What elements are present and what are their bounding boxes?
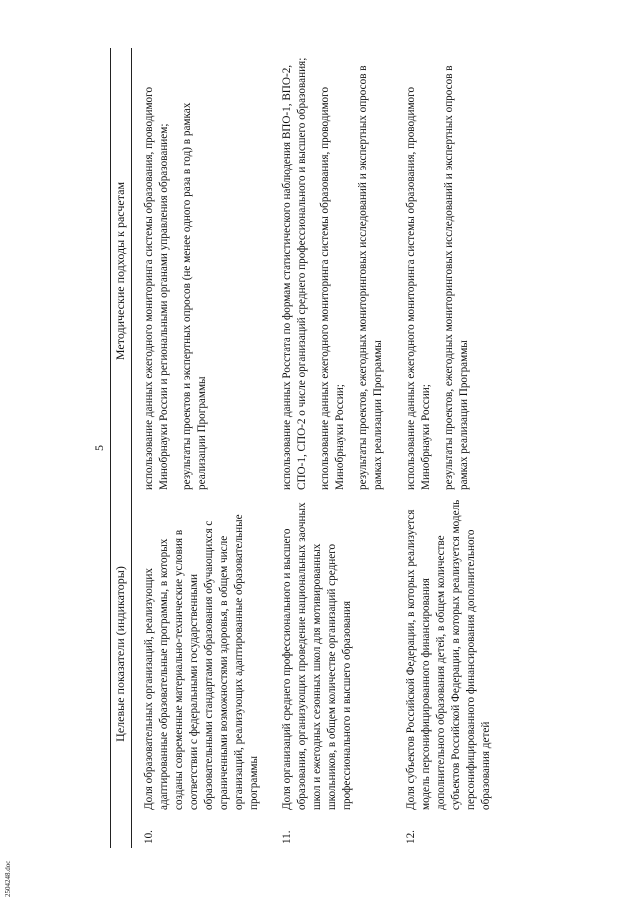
- method-item: результаты проектов и экспертных опросов (не менее одного раза в год) в рамках реализации Программы: [181, 102, 208, 490]
- method-item: результаты проектов, ежегодных мониторинговых исследований и экспертных опросов в рамках реализации Программы: [443, 65, 470, 490]
- header-indicator: Целевые показатели (индикаторы): [111, 494, 132, 814]
- file-label: 2504248.doc: [4, 860, 12, 897]
- table-row: [132, 48, 271, 848]
- method-item: использование данных ежегодного мониторинга системы образования, проводимого Минобрнауки России;: [319, 86, 346, 490]
- method-item: результаты проектов, ежегодных мониторинговых исследований и экспертных опросов в рамках реализации Программы: [357, 65, 384, 490]
- header-method: Методические подходы к расчетам: [111, 48, 132, 494]
- method-cell: [132, 48, 271, 494]
- indicators-table: [110, 48, 502, 848]
- page-number: 5: [92, 445, 106, 451]
- table-row: [270, 48, 394, 848]
- method-cell: [270, 48, 394, 494]
- indicator-text: Доля образовательных организаций, реализующих адаптированные образовательные программы, в которых созданы современные материально-технические условия в соответствии с федеральными государственными образовательными стандартами образования обучающихся с ограниченными возможностями здоровья, в общем числе организаций, реализующих адаптированные образовательные программы: [143, 514, 260, 810]
- header-number: [111, 814, 132, 848]
- method-item: использование данных ежегодного мониторинга системы образования, проводимого Минобрнауки России и региональными органами управления образованием;: [143, 86, 170, 490]
- row-number: 11.: [281, 830, 293, 844]
- method-cell: [394, 48, 502, 494]
- indicator-text: Доля субъектов Российской Федерации, в которых реализуется модель персонифицированного финансирования дополнительного образования детей, в общем количестве субъектов Российской Федерации, в которых реализуется модель персонифицированного финансирования дополнительного образования детей: [405, 499, 492, 810]
- table-header-row: [111, 48, 132, 848]
- method-item: использование данных Росстата по формам статистического наблюдения ВПО-1, ВПО-2, СПО-1, СПО-2 о числе организаций среднего профессионального и высшего образования;: [281, 57, 308, 490]
- method-item: использование данных ежегодного мониторинга системы образования, проводимого Минобрнауки России;: [405, 86, 432, 490]
- row-number: 12.: [405, 830, 417, 844]
- indicator-text: Доля организаций среднего профессионального и высшего образования, организующих проведение национальных заочных школ и ежегодных сезонных школ для мотивированных школьников, в общем количестве организаций среднего профессионального и высшего образования: [281, 502, 353, 810]
- table-row: [394, 48, 502, 848]
- rotated-page: [92, 48, 548, 848]
- row-number: 10.: [143, 830, 155, 844]
